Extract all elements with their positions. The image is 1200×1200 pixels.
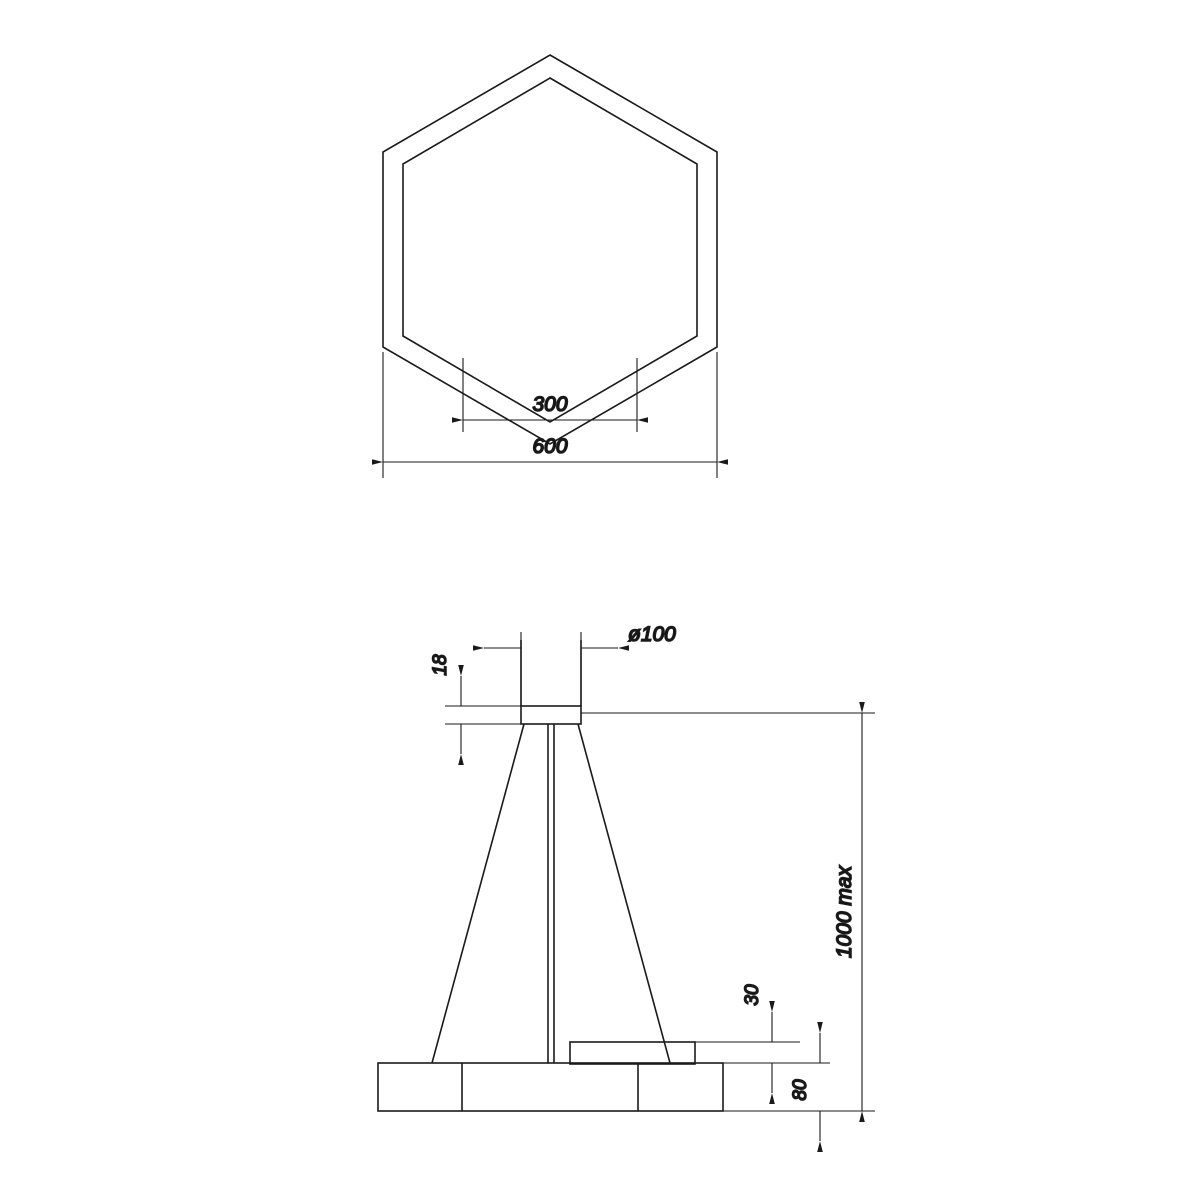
- dimension-label-canopy-height: 18: [430, 654, 451, 676]
- top-view-hexagon: [383, 55, 717, 444]
- dimension-label-suspension-height: 1000 max: [833, 865, 856, 959]
- dimension-label-canopy-diameter: ø100: [628, 623, 676, 646]
- dimension-label-body-height: 80: [790, 1079, 811, 1101]
- dimension-label-outer-width: 600: [532, 435, 568, 458]
- dimension-label-inner-ring-height: 30: [742, 984, 763, 1006]
- dimension-label-inner-width: 300: [532, 393, 568, 416]
- side-view-assembly: [378, 640, 723, 1111]
